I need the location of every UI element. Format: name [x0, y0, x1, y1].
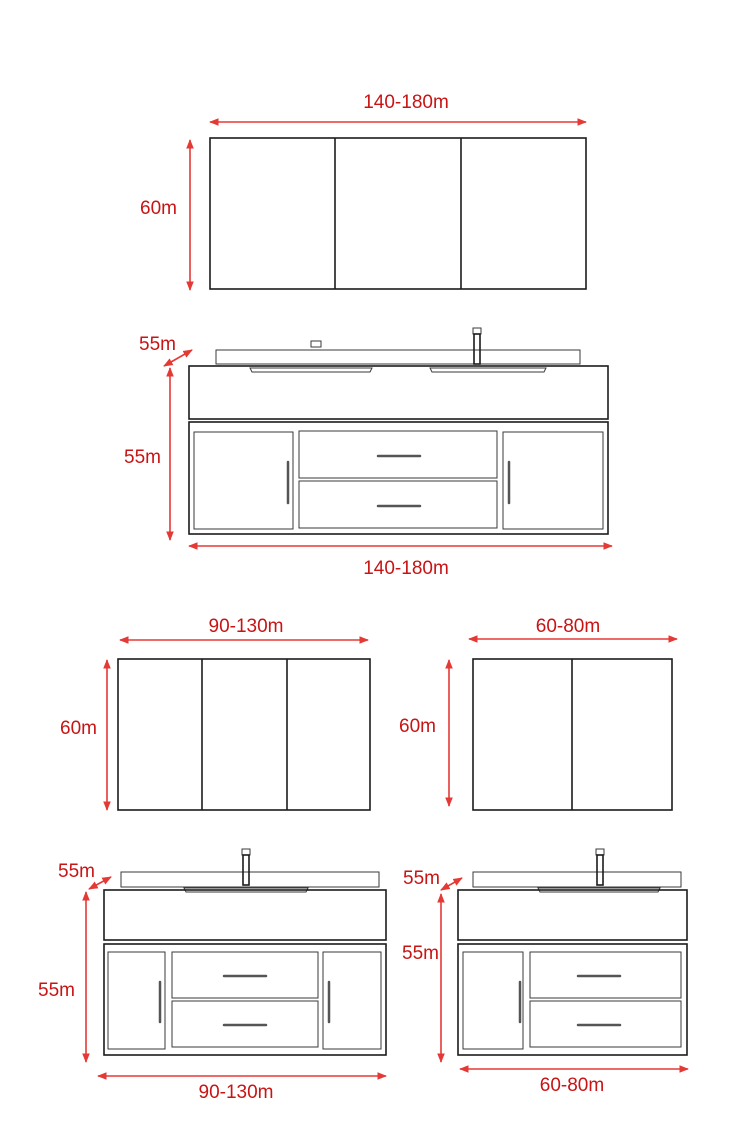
mirror-frame: [210, 138, 586, 289]
left-door: [463, 952, 523, 1049]
basin: [430, 368, 546, 372]
right-door: [323, 952, 381, 1049]
medium-cabinet-height-label: 55m: [38, 980, 75, 1001]
medium-depth-dimension: [58, 861, 111, 889]
bottom-drawer: [299, 481, 497, 528]
large-mirror-cabinet: [210, 138, 586, 289]
small-mirror-cabinet: [473, 659, 672, 810]
small-vanity: [458, 849, 687, 1055]
medium-mirror-width-dimension: [120, 616, 368, 640]
small-cabinet-height-label: 55m: [402, 943, 439, 964]
large-set: [124, 92, 612, 579]
left-door: [194, 432, 293, 529]
tap-base: [311, 341, 321, 347]
left-door: [108, 952, 165, 1049]
countertop: [189, 366, 608, 419]
small-cabinet-height-dimension: [402, 894, 441, 1062]
faucet-head: [473, 328, 481, 334]
faucet-head: [242, 849, 250, 855]
medium-mirror-cabinet: [118, 659, 370, 810]
small-cabinet-width-label: 60-80m: [539, 1075, 605, 1096]
medium-cabinet-width-label: 90-130m: [198, 1082, 274, 1103]
countertop: [104, 890, 386, 940]
small-cabinet-width-dimension: [460, 1069, 688, 1096]
large-cabinet-height-label: 55m: [124, 447, 161, 468]
small-mirror-width-dimension: [469, 616, 677, 639]
large-depth-label: 55m: [139, 334, 176, 355]
small-set: [399, 616, 688, 1096]
large-mirror-height-dimension: [140, 140, 190, 290]
large-mirror-width-dimension: [210, 92, 586, 122]
faucet: [474, 334, 480, 364]
large-cabinet-width-label: 140-180m: [363, 558, 449, 579]
countertop-back: [121, 872, 379, 887]
medium-cabinet-width-dimension: [98, 1076, 386, 1103]
top-drawer: [299, 431, 497, 478]
medium-cabinet-height-dimension: [38, 892, 86, 1062]
small-depth-label: 55m: [403, 868, 440, 889]
large-mirror-width-label: 140-180m: [363, 92, 449, 113]
large-vanity: [189, 328, 608, 534]
medium-mirror-height-dimension: [60, 660, 107, 810]
medium-set: [38, 616, 386, 1103]
medium-mirror-height-label: 60m: [60, 718, 97, 739]
large-depth-dimension: [139, 334, 192, 366]
small-mirror-height-label: 60m: [399, 716, 436, 737]
countertop-back: [473, 872, 681, 887]
small-mirror-height-dimension: [399, 660, 449, 806]
faucet: [597, 855, 603, 885]
countertop: [458, 890, 687, 940]
medium-vanity: [104, 849, 386, 1055]
countertop-back: [216, 350, 580, 364]
dimension-line: [441, 878, 462, 890]
medium-mirror-width-label: 90-130m: [208, 616, 284, 637]
faucet-head: [596, 849, 604, 855]
large-cabinet-height-dimension: [124, 368, 170, 540]
small-mirror-width-label: 60-80m: [535, 616, 601, 637]
cabinet-body: [458, 944, 687, 1055]
large-mirror-height-label: 60m: [140, 198, 177, 219]
mirror-frame: [118, 659, 370, 810]
medium-depth-label: 55m: [58, 861, 95, 882]
basin: [250, 368, 372, 372]
small-depth-dimension: [403, 868, 462, 890]
cabinet-body: [104, 944, 386, 1055]
large-cabinet-width-dimension: [189, 546, 612, 579]
right-door: [503, 432, 603, 529]
faucet: [243, 855, 249, 885]
